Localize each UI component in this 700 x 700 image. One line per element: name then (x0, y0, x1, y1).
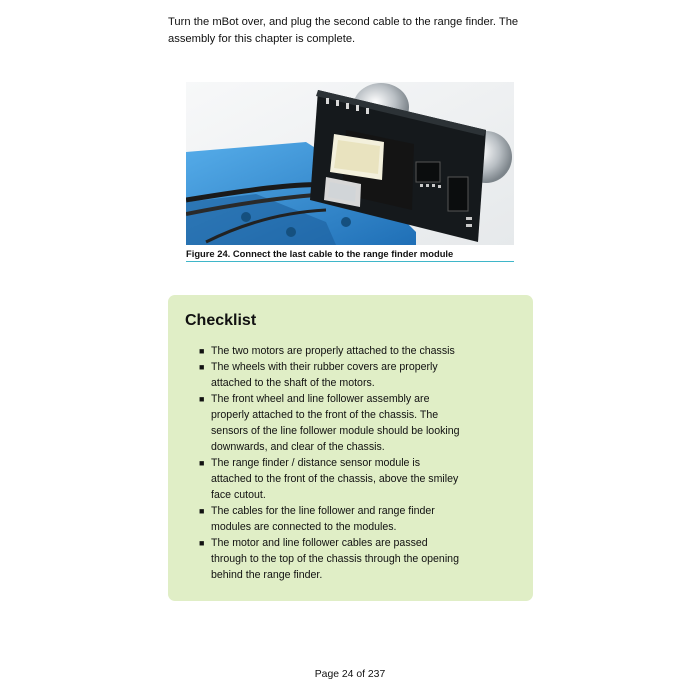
intro-paragraph: Turn the mBot over, and plug the second cable to the range finder. The assembly for this chapter is complete. (168, 16, 519, 45)
checklist-box (168, 295, 533, 601)
list-item: ■ The motor and line follower cables are passed through to the top of the chassis through the opening behind the range finder. (199, 537, 459, 581)
list-item: ■ The front wheel and line follower assembly are properly attached to the front of the chassis. The sensors of the line follower module should be looking downwards, and clear of the chassis. (199, 393, 460, 453)
figure-caption: Figure 24. Connect the last cable to the range finder module (186, 247, 514, 262)
list-item: ■ The two motors are properly attached to the chassis (199, 345, 455, 357)
bullet-icon: ■ (199, 506, 205, 516)
figure-photo (186, 82, 514, 245)
range-finder-photo (186, 82, 514, 245)
page-number: Page 24 of 237 (314, 669, 386, 680)
checklist-title: Checklist (185, 312, 257, 329)
checklist-list (199, 343, 461, 583)
bullet-icon: ■ (199, 458, 205, 468)
list-item: ■ The wheels with their rubber covers are properly attached to the shaft of the motors. (199, 361, 438, 389)
bullet-icon: ■ (199, 394, 205, 404)
bullet-icon: ■ (199, 538, 205, 548)
bullet-icon: ■ (199, 346, 205, 356)
list-item: ■ The cables for the line follower and range finder modules are connected to the modules. (199, 505, 435, 533)
bullet-icon: ■ (199, 362, 205, 372)
list-item: ■ The range finder / distance sensor module is attached to the front of the chassis, above the smiley face cutout. (199, 457, 459, 501)
